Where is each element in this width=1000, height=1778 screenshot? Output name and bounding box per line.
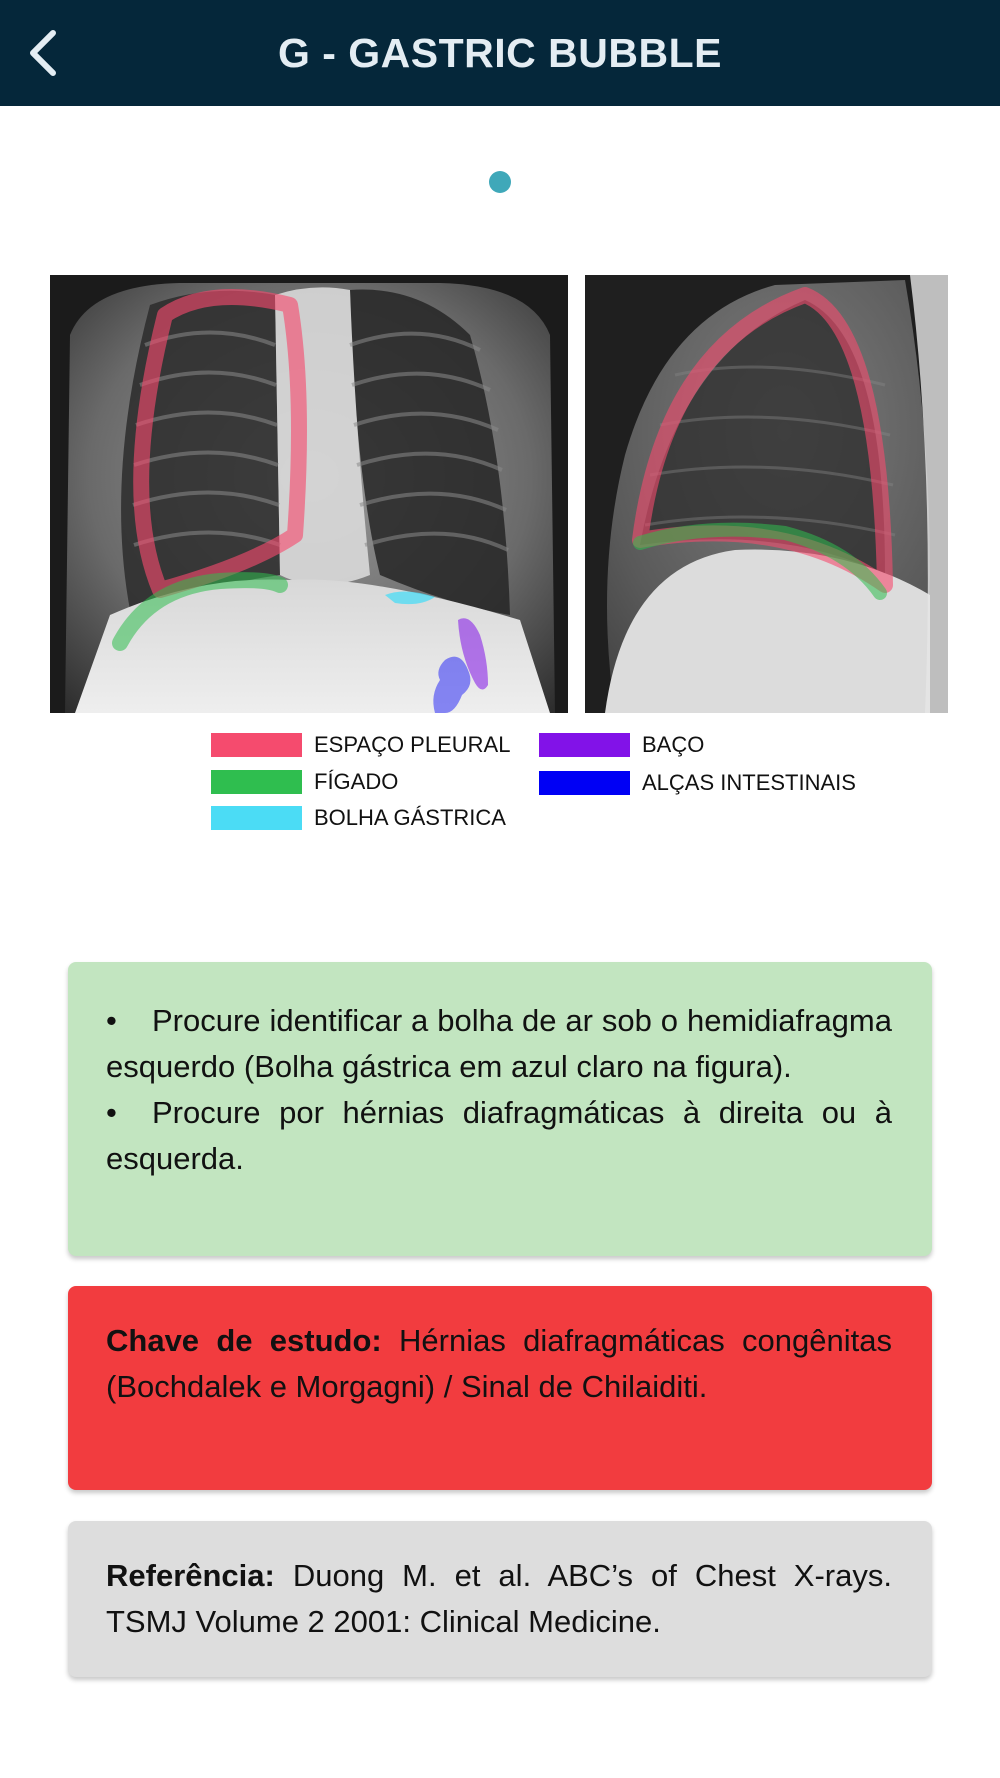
- tip-item: [106, 1090, 892, 1182]
- pager-dot-active[interactable]: [489, 171, 511, 193]
- study-key-card: [68, 1286, 932, 1490]
- legend-label: ESPAÇO PLEURAL: [314, 732, 511, 757]
- page-title: G - GASTRIC BUBBLE: [277, 30, 723, 76]
- legend-item-pleural: [211, 731, 510, 759]
- study-key-text: Hérnias diafragmáticas congênitas (Bochdalek e Morgagni) / Sinal de Chilaiditi.: [106, 1323, 892, 1404]
- legend-label: BAÇO: [642, 732, 705, 757]
- reference-label: Referência:: [106, 1558, 275, 1593]
- legend-item-bowel-loops: [539, 769, 856, 797]
- tips-card: [68, 962, 932, 1256]
- xray-lateral-image: [585, 275, 948, 713]
- legend-item-gastric-bubble: [211, 804, 506, 832]
- legend-swatch-liver: [211, 770, 302, 794]
- legend-swatch-gastric-bubble: [211, 806, 302, 830]
- bullet: •: [106, 1095, 117, 1130]
- app-header: [0, 0, 1000, 106]
- legend-swatch-bowel-loops: [539, 771, 630, 795]
- tip-item: [106, 998, 892, 1090]
- reference-card: [68, 1521, 932, 1677]
- study-key-label: Chave de estudo:: [106, 1323, 382, 1358]
- legend-label: BOLHA GÁSTRICA: [314, 805, 506, 830]
- xray-pa-image: [50, 275, 568, 713]
- legend-item-spleen: [539, 731, 704, 759]
- legend-swatch-pleural: [211, 733, 302, 757]
- legend-label: ALÇAS INTESTINAIS: [642, 770, 856, 795]
- tip-text: Procure identificar a bolha de ar sob o hemidiafragma esquerdo (Bolha gástrica em azul claro na figura).: [106, 1003, 892, 1084]
- legend-swatch-spleen: [539, 733, 630, 757]
- legend-label: FÍGADO: [314, 769, 399, 794]
- tip-text: Procure por hérnias diafragmáticas à direita ou à esquerda.: [106, 1095, 892, 1176]
- back-button[interactable]: [14, 22, 70, 84]
- reference-text: Duong M. et al. ABC’s of Chest X-rays. TSMJ Volume 2 2001: Clinical Medicine.: [106, 1558, 892, 1639]
- bullet: •: [106, 1003, 117, 1038]
- legend-item-liver: [211, 768, 398, 796]
- chevron-left-icon: [25, 29, 59, 77]
